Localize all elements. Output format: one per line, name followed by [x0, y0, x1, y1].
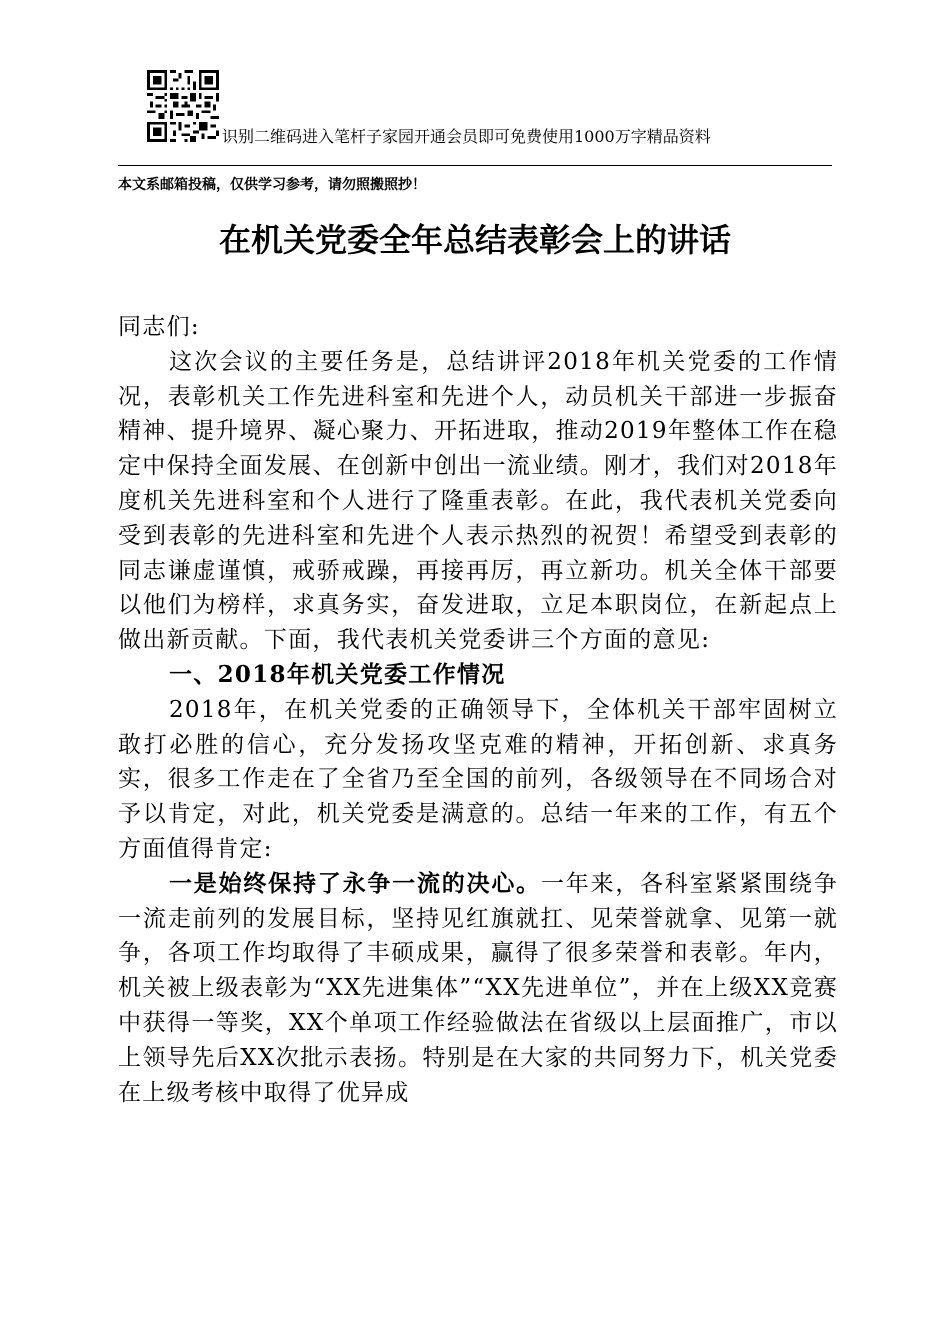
qr-code-icon [147, 70, 219, 142]
promo-text: 识别二维码进入笔杆子家园开通会员即可免费使用1000万字精品资料 [222, 127, 711, 146]
point-one-lead: 一是始终保持了永争一流的决心。 [169, 869, 541, 897]
paragraph-point-one [118, 867, 838, 1111]
point-one-text: 一年来，各科室紧紧围绕争一流走前列的发展目标，坚持见红旗就扛、见荣誉就拿、见第一就争，各项工作均取得了丰硕成果，赢得了很多荣誉和表彰。年内，机关被上级表彰为“XX先进集体”“XX先进单位”，并在上级XX竞赛中获得一等奖，XX个单项工作经验做法在省级以上层面推广，市以上领导先后XX次批示表扬。特别是在大家的共同努力下，机关党委在上级考核中取得了优异成 [118, 870, 838, 1106]
salutation: 同志们: [118, 314, 200, 340]
paragraph-intro: 这次会议的主要任务是，总结讲评2018年机关党委的工作情况，表彰机关工作先进科室和先进个人，动员机关干部进一步振奋精神、提升境界、凝心聚力、开拓进取，推动2019年整体工作在稳定中保持全面发展、在创新中创出一流业绩。刚才，我们对2018年度机关先进科室和个人进行了隆重表彰。在此，我代表机关党委向受到表彰的先进科室和先进个人表示热烈的祝贺！希望受到表彰的同志谦虚谨慎，戒骄戒躁，再接再厉，再立新功。机关全体干部要以他们为榜样，求真务实，奋发进取，立足本职岗位，在新起点上做出新贡献。下面，我代表机关党委讲三个方面的意见: [118, 348, 838, 654]
disclaimer-text: 本文系邮箱投稿，仅供学习参考，请勿照搬照抄！ [118, 177, 426, 193]
header-divider [118, 165, 832, 166]
document-body [118, 310, 838, 1110]
document-title: 在机关党委全年总结表彰会上的讲话 [218, 221, 731, 259]
paragraph-2018-summary: 2018年，在机关党委的正确领导下，全体机关干部牢固树立敢打必胜的信心，充分发扬攻坚克难的精神，开拓创新、求真务实，很多工作走在了全省乃至全国的前列，各级领导在不同场合对予以肯定，对此，机关党委是满意的。总结一年来的工作，有五个方面值得肯定: [118, 696, 838, 862]
section-heading-1: 一、2018年机关党委工作情况 [169, 660, 506, 688]
